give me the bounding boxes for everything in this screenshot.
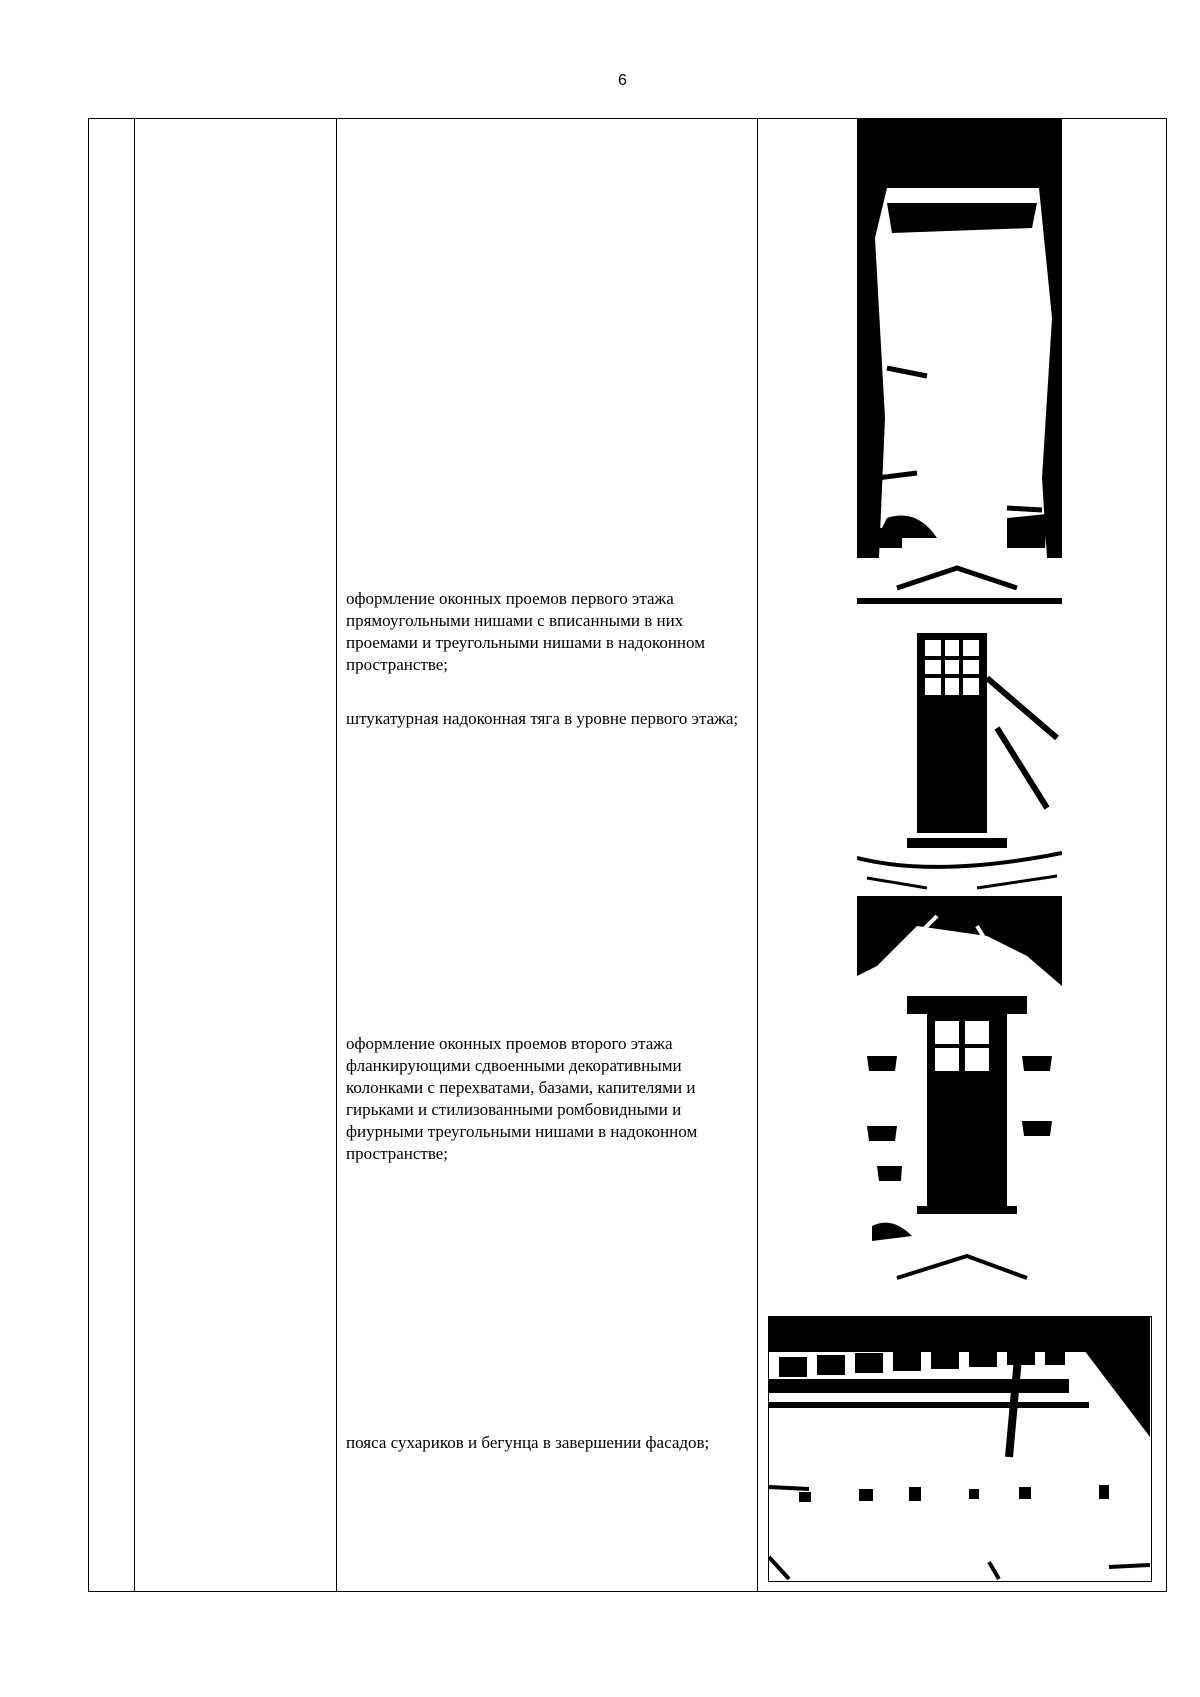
feature-text-cornice-belts: пояса сухариков и бегунца в завершении фасадов; — [346, 1433, 710, 1452]
facade-photo-first-floor-window — [857, 558, 1062, 896]
column-divider — [336, 119, 337, 1591]
page-number: 6 — [618, 72, 627, 89]
facade-photo-cornice — [768, 1316, 1152, 1582]
column-divider — [757, 119, 758, 1591]
column-divider — [134, 119, 135, 1591]
feature-text-second-floor-windows: оформление оконных проемов второго этажа фланкирующими сдвоенными декоративными колонками с перехватами, базами, капителями и гирьками и стилизованными ромбовидными и фиурными треугольными нишами в надоконном пространстве; — [346, 1034, 698, 1163]
facade-photo-top — [857, 118, 1062, 558]
facade-photo-second-floor-window — [857, 896, 1062, 1296]
feature-text-first-floor-windows: оформление оконных проемов первого этажа прямоугольными нишами с вписанными в них проемами и треугольными нишами в надоконном пространстве; — [346, 589, 705, 674]
feature-text-plaster-cornice: штукатурная надоконная тяга в уровне первого этажа; — [346, 709, 739, 728]
